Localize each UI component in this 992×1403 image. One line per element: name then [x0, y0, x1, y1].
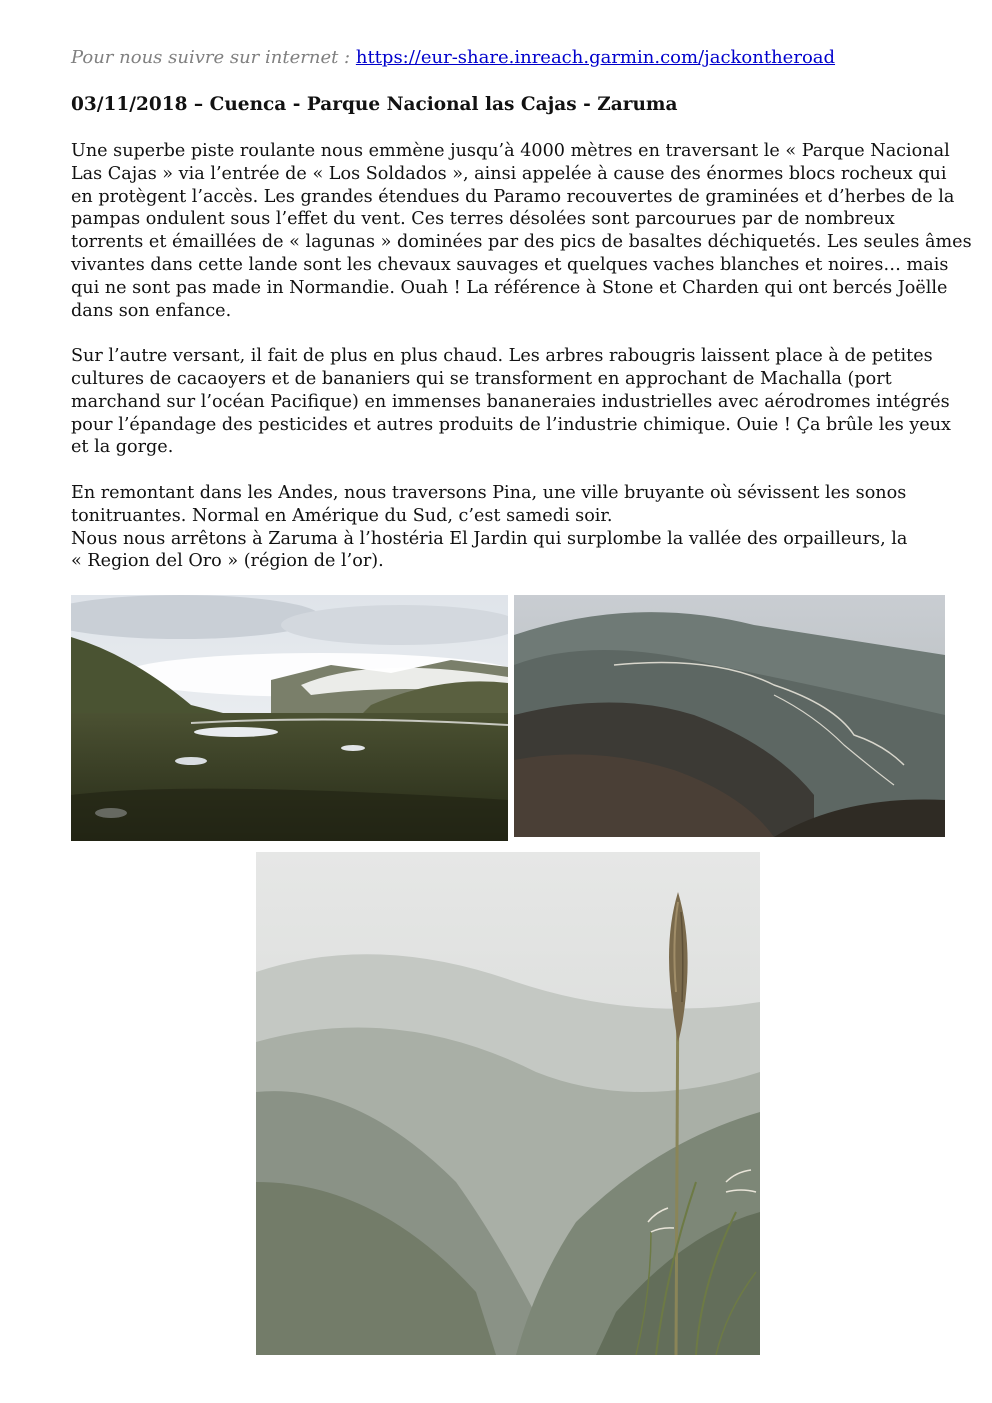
text-line: « Region del Oro » (région de l’or).: [71, 551, 384, 572]
text-line: marchand sur l’océan Pacifique) en immenses bananeraies industrielles avec aérodromes intégrés: [71, 391, 950, 412]
intro-label: Pour nous suivre sur internet :: [71, 47, 351, 68]
tracking-link[interactable]: https://eur-share.inreach.garmin.com/jackontheroad: [355, 47, 836, 68]
text-line: Une superbe piste roulante nous emmène jusqu’à 4000 mètres en traversant le « Parque Nacional: [71, 141, 950, 161]
text-line: pour l’épandage des pesticides et autres produits de l’industrie chimique. Ouie ! Ça brûle les yeux: [71, 414, 951, 435]
pampas-grass-photo: [256, 852, 760, 1355]
article-body: [71, 140, 972, 573]
text-line: et la gorge.: [71, 437, 174, 458]
paragraph-3: [71, 482, 951, 573]
text-line: tonitruantes. Normal en Amérique du Sud, c’est samedi soir.: [71, 505, 613, 526]
paragraph-1: [71, 140, 972, 322]
text-line: en protègent l’accès. Les grandes étendues du Paramo recouvertes de graminées et d’herbes de la: [71, 186, 955, 207]
paragraph-2: [71, 345, 951, 459]
text-line: pampas ondulent sous l’effet du vent. Ces terres désolées sont parcourues par de nombreux: [71, 209, 895, 230]
text-line: vivantes dans cette lande sont les chevaux sauvages et quelques vaches blanches et noires… mais: [71, 254, 949, 275]
text-line: torrents et émaillées de « lagunas » dominées par des pics de basaltes déchiquetés. Les seules âmes: [71, 232, 972, 253]
text-line: En remontant dans les Andes, nous traversons Pina, une ville bruyante où sévissent les sonos: [71, 482, 907, 503]
paramo-lagoon-photo: [71, 595, 508, 841]
text-line: Sur l’autre versant, il fait de plus en plus chaud. Les arbres rabougris laissent place à de petites: [71, 346, 933, 367]
text-line: Nous nous arrêtons à Zaruma à l’hostéria El Jardin qui surplombe la vallée des orpailleurs, la: [71, 528, 908, 549]
text-line: dans son enfance.: [71, 300, 232, 321]
page-title: 03/11/2018 – Cuenca - Parque Nacional las Cajas - Zaruma: [71, 94, 678, 115]
text-line: Las Cajas » via l’entrée de « Los Soldados », ainsi appelée à cause des énormes blocs rocheux qui: [71, 163, 947, 184]
intro-line: [71, 47, 835, 68]
text-line: qui ne sont pas made in Normandie. Ouah ! La référence à Stone et Charden qui ont bercés Joëlle: [71, 277, 948, 298]
valley-road-photo: [514, 595, 945, 837]
text-line: cultures de cacaoyers et de bananiers qui se transforment en approchant de Machalla (port: [71, 368, 892, 389]
